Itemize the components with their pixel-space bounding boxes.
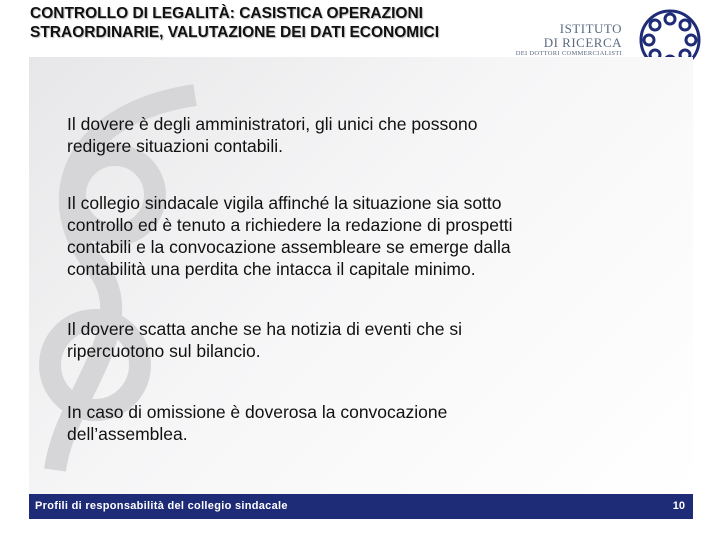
footer-bar	[29, 494, 693, 519]
paragraph-2	[67, 192, 667, 280]
footer-label: Profili di responsabilità del collegio sindacale	[35, 500, 288, 512]
paragraph-line: contabilità una perdita che intacca il capitale minimo.	[67, 259, 476, 279]
paragraph-line: contabili e la convocazione assembleare se emerge dalla	[67, 237, 511, 257]
slide-title	[30, 4, 530, 42]
logo-text-line-1: ISTITUTO	[559, 21, 622, 36]
paragraph-4	[67, 401, 667, 445]
slide-title-line-1: CONTROLLO DI LEGALITÀ: CASISTICA OPERAZIONI	[30, 5, 423, 22]
paragraph-line: dell’assemblea.	[67, 424, 188, 444]
paragraph-line: In caso di omissione è doverosa la convocazione	[67, 402, 448, 422]
paragraph-1	[67, 113, 667, 157]
paragraph-3	[67, 318, 667, 362]
paragraph-line: redigere situazioni contabili.	[67, 136, 283, 156]
logo-text-line-2: DI RICERCA	[543, 35, 622, 50]
paragraph-line: Il dovere scatta anche se ha notizia di eventi che si	[67, 319, 462, 339]
paragraph-line: ripercuotono sul bilancio.	[67, 341, 261, 361]
slide-title-line-2: STRAORDINARIE, VALUTAZIONE DEI DATI ECONOMICI	[30, 24, 440, 41]
page-number: 10	[672, 500, 685, 512]
logo-text-line-3: DEI DOTTORI COMMERCIALISTI	[515, 50, 622, 57]
paragraph-line: Il collegio sindacale vigila affinché la situazione sia sotto	[67, 193, 502, 213]
paragraph-line: Il dovere è degli amministratori, gli unici che possono	[67, 114, 478, 134]
paragraph-line: controllo ed è tenuto a richiedere la redazione di prospetti	[67, 215, 513, 235]
